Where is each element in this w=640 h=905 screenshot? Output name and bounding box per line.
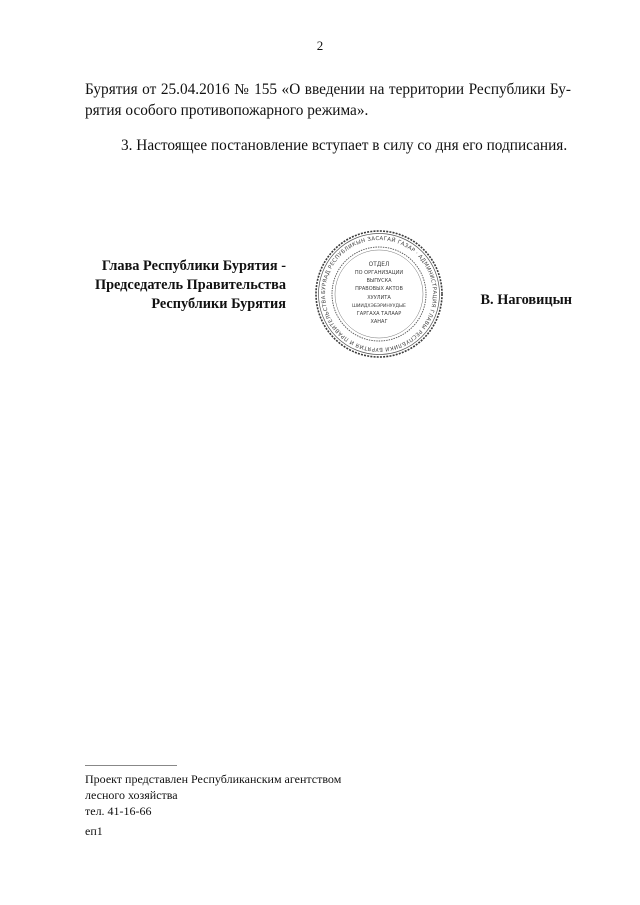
seal-ring-text: БУРЯАД РЕСПУБЛИКЫН ЗАСАГАЙ ГАЗАР · АДМИНИСТРАЦИЯ ГЛАВЫ РЕСПУБЛИКИ БУРЯТИЯ И ПРАВИТЕЛЬСТВА [320, 235, 438, 353]
page-number: 2 [316, 38, 324, 53]
seal-center-line: ВЫПУСКА [366, 278, 392, 284]
seal-center-line: ШИИДХЭБЭРИНУУДЫЕ [352, 304, 406, 309]
signatory-title-line: Председатель Правительства [94, 277, 286, 293]
signatory-name: В. Наговицын [480, 292, 572, 308]
signatory-title-line: Республики Бурятия [151, 296, 286, 312]
signatory-title-line: Глава Республики Бурятия - [101, 258, 286, 274]
seal-center-line: ОТДЕЛ [368, 262, 390, 268]
paragraph-line: рятия особого противопожарного режима». [85, 102, 369, 119]
footnote [85, 771, 341, 819]
seal-center-line: ПО ОРГАНИЗАЦИИ [354, 270, 404, 276]
seal-center-line: ХУУЛИТА [367, 295, 391, 301]
seal-outer-ring-inner [319, 234, 440, 355]
footnote-divider [85, 765, 177, 766]
seal-center-line: ПРАВОВЫХ АКТОВ [355, 286, 403, 292]
official-seal [314, 229, 444, 359]
paragraph-continuation [85, 79, 571, 121]
document-code: еп1 [85, 824, 103, 838]
paragraph-line: Бурятия от 25.04.2016 № 155 «О введении на территории Республики Бу- [85, 81, 571, 98]
footnote-line: лесного хозяйства [85, 788, 178, 802]
signatory-title [82, 257, 286, 314]
seal-center-line: ГАРГАХА ТАЛААР [356, 311, 402, 317]
footnote-line: Проект представлен Республиканским агентством [85, 772, 342, 786]
seal-center-line: ХАНАГ [370, 319, 388, 325]
footnote-line: тел. 41-16-66 [85, 804, 152, 818]
paragraph-effective-date: 3. Настоящее постановление вступает в силу со дня его подписания. [121, 137, 568, 154]
